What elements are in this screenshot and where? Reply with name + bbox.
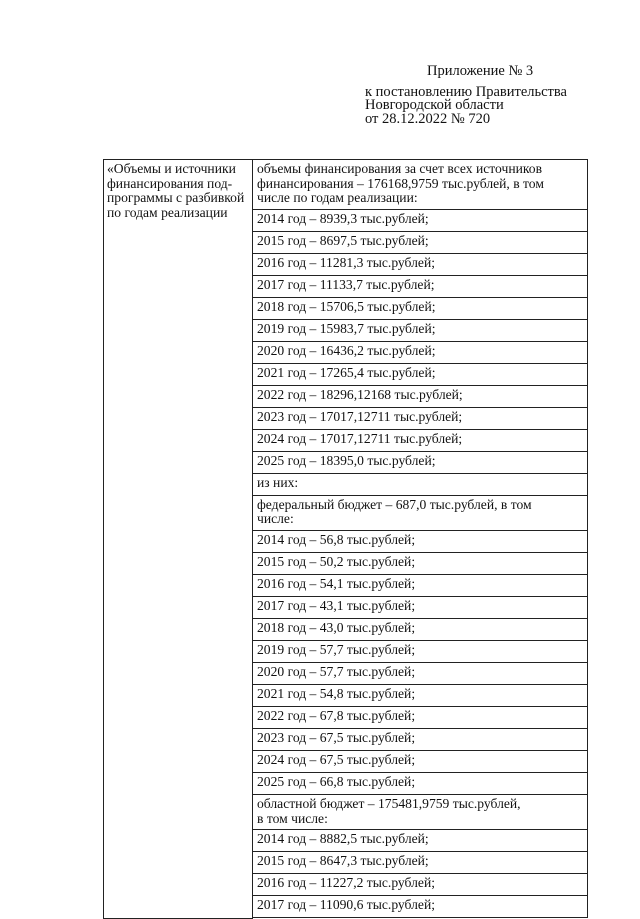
label-cell (104, 160, 253, 919)
total-financing-intro-line: числе по годам реализации: (257, 190, 418, 206)
total-year-row: 2022 год – 18296,12168 тыс.рублей; (253, 386, 587, 408)
federal-budget-intro-line: числе: (257, 511, 294, 527)
total-year-row: 2021 год – 17265,4 тыс.рублей; (253, 364, 587, 386)
federal-year-row: 2019 год – 57,7 тыс.рублей; (253, 641, 587, 663)
federal-budget-intro-line: федеральный бюджет – 687,0 тыс.рублей, в том (257, 496, 532, 512)
total-financing-intro (253, 160, 587, 210)
total-year-row: 2014 год – 8939,3 тыс.рублей; (253, 210, 587, 232)
regional-year-row: 2016 год – 11227,2 тыс.рублей; (253, 874, 587, 896)
appendix-title: Приложение № 3 (427, 63, 534, 79)
resolution-line: к постановлению Правительства (365, 84, 567, 100)
regional-year-row: 2014 год – 8882,5 тыс.рублей; (253, 830, 587, 852)
federal-year-row: 2021 год – 54,8 тыс.рублей; (253, 685, 587, 707)
total-year-row: 2020 год – 16436,2 тыс.рублей; (253, 342, 587, 364)
total-year-row: 2018 год – 15706,5 тыс.рублей; (253, 298, 587, 320)
total-year-row: 2016 год – 11281,3 тыс.рублей; (253, 254, 587, 276)
financing-table (103, 159, 588, 919)
regional-budget-intro-line: в том числе: (257, 810, 328, 826)
total-year-row: 2017 год – 11133,7 тыс.рублей; (253, 276, 587, 298)
federal-year-row: 2014 год – 56,8 тыс.рублей; (253, 531, 587, 553)
of-them-row: из них: (253, 474, 587, 496)
federal-year-row: 2017 год – 43,1 тыс.рублей; (253, 597, 587, 619)
regional-year-row: 2015 год – 8647,3 тыс.рублей; (253, 852, 587, 874)
federal-year-row: 2022 год – 67,8 тыс.рублей; (253, 707, 587, 729)
total-financing-intro-line: финансирования – 176168,9759 тыс.рублей, в том (257, 175, 544, 191)
values-list (253, 160, 587, 918)
regional-budget-intro-line: областной бюджет – 175481,9759 тыс.рублей, (257, 795, 521, 811)
total-year-row: 2024 год – 17017,12711 тыс.рублей; (253, 430, 587, 452)
label-line: по годам реализации (107, 204, 228, 220)
date-number-line: от 28.12.2022 № 720 (365, 111, 491, 127)
label-line: программы с разбивкой (107, 190, 245, 206)
label-text (104, 160, 252, 220)
label-line: «Объемы и источники (107, 161, 236, 176)
regional-year-row: 2017 год – 11090,6 тыс.рублей; (253, 896, 587, 918)
region-line: Новгородской области (365, 97, 504, 113)
regional-budget-intro (253, 795, 587, 830)
federal-year-row: 2024 год – 67,5 тыс.рублей; (253, 751, 587, 773)
total-year-row: 2019 год – 15983,7 тыс.рублей; (253, 320, 587, 342)
federal-budget-intro (253, 496, 587, 531)
federal-year-row: 2020 год – 57,7 тыс.рублей; (253, 663, 587, 685)
total-year-row: 2015 год – 8697,5 тыс.рублей; (253, 232, 587, 254)
total-year-row: 2025 год – 18395,0 тыс.рублей; (253, 452, 587, 474)
federal-year-row: 2025 год – 66,8 тыс.рублей; (253, 773, 587, 795)
total-financing-intro-line: объемы финансирования за счет всех источников (257, 161, 543, 176)
label-line: финансирования под- (107, 175, 233, 191)
total-year-row: 2023 год – 17017,12711 тыс.рублей; (253, 408, 587, 430)
federal-year-row: 2016 год – 54,1 тыс.рублей; (253, 575, 587, 597)
values-cell (253, 160, 588, 919)
federal-year-row: 2023 год – 67,5 тыс.рублей; (253, 729, 587, 751)
federal-year-row: 2018 год – 43,0 тыс.рублей; (253, 619, 587, 641)
federal-year-row: 2015 год – 50,2 тыс.рублей; (253, 553, 587, 575)
